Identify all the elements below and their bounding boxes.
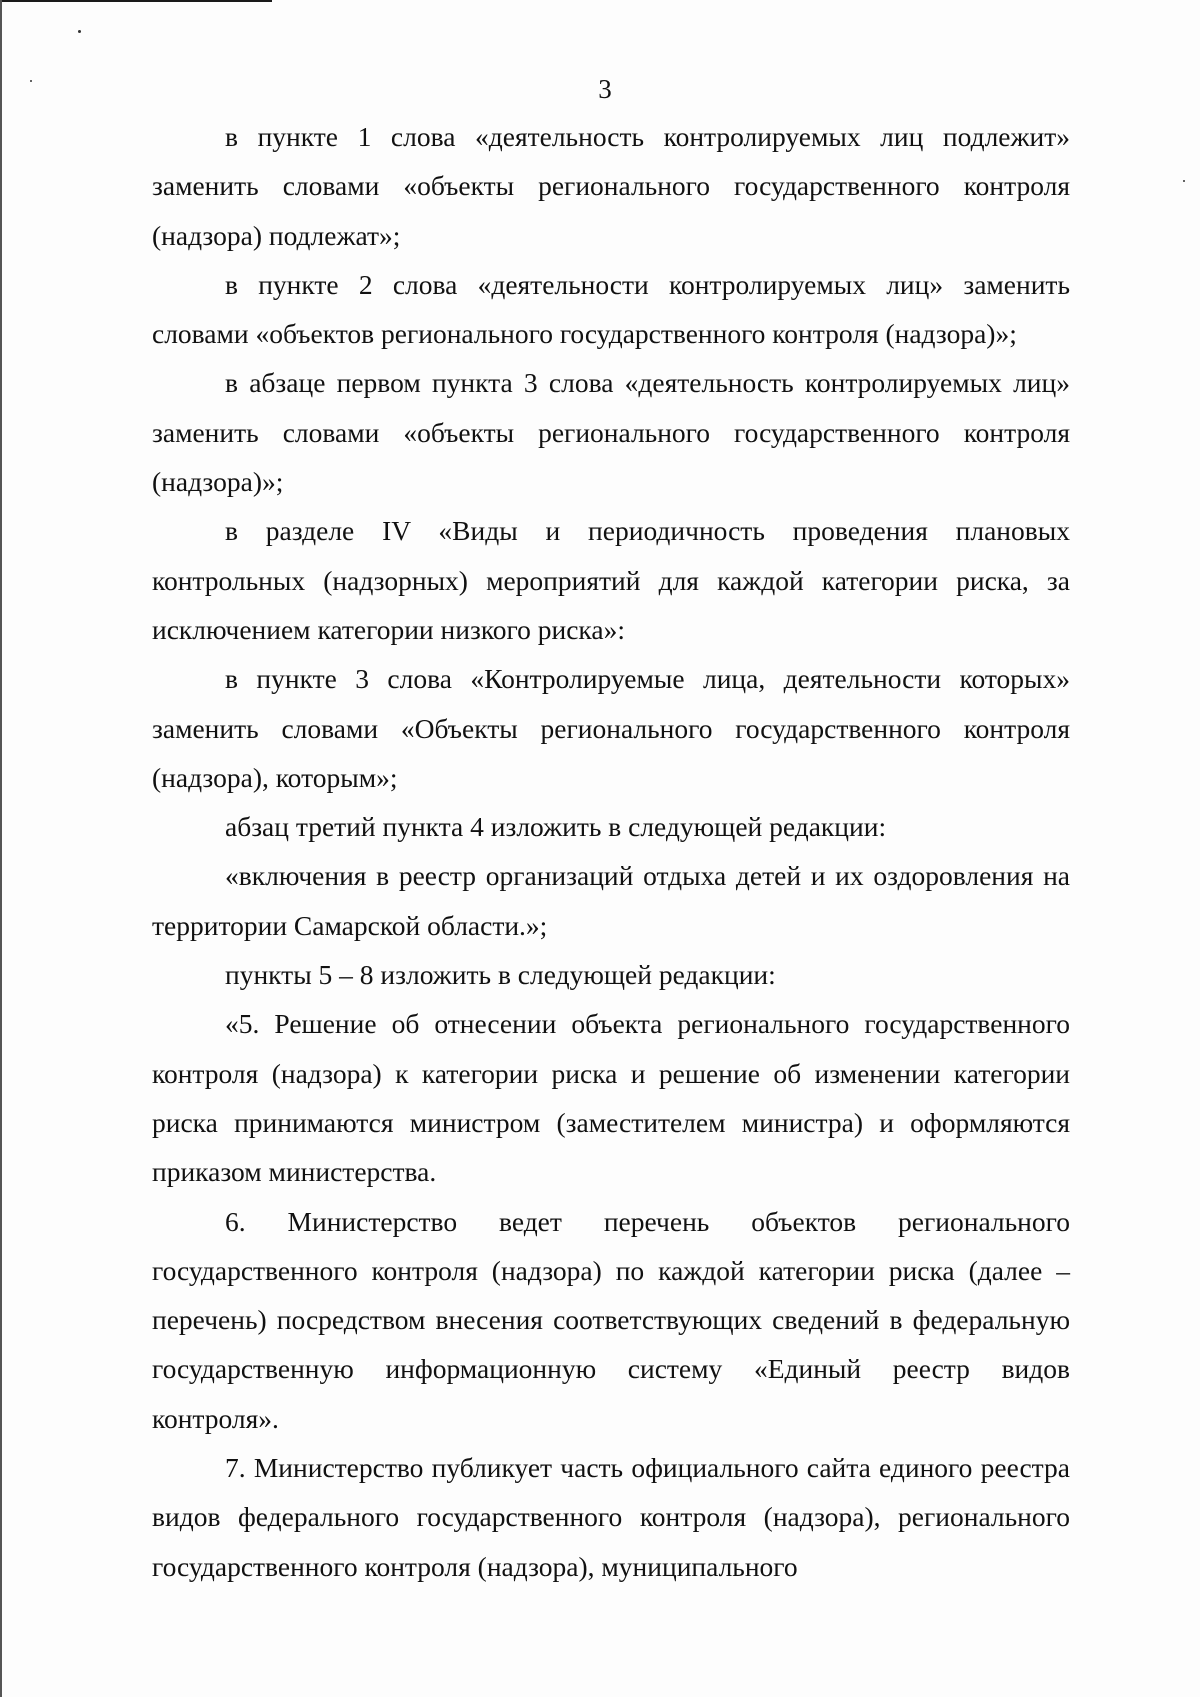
paragraph-5: в пункте 3 слова «Контролируемые лица, деятельности которых» заменить словами «Объекты регионального государственного контроля (надзора), которым»;	[152, 663, 1070, 793]
paragraph-10: 6. Министерство ведет перечень объектов регионального государственного контроля (надзора) по каждой категории риска (далее – перечень) посредством внесения соответствующих сведений в федеральную государственную информационную систему «Единый реестр видов контроля».	[152, 1205, 1070, 1434]
paragraph-9: «5. Решение об отнесении объекта регионального государственного контроля (надзора) к категории риска и решение об изменении категории риска принимаются министром (заместителем министра) и оформляются приказом министерства.	[152, 1008, 1070, 1188]
paragraph-6: абзац третий пункта 4 изложить в следующей редакции:	[225, 811, 887, 843]
paragraph-3: в абзаце первом пункта 3 слова «деятельность контролируемых лиц» заменить словами «объекты регионального государственного контроля (надзора)»;	[152, 367, 1070, 498]
document-body	[152, 112, 1070, 1591]
paragraph-11: 7. Министерство публикует часть официального сайта единого реестра видов федерального государственного контроля (надзора), регионального государственного контроля (надзора), муниципального	[152, 1452, 1070, 1582]
scan-speck	[78, 30, 81, 33]
scan-edge-left	[0, 0, 2, 1697]
paragraph-4: в разделе IV «Виды и периодичность проведения плановых контрольных (надзорных) мероприятий для каждой категории риска, за исключением категории низкого риска»:	[152, 515, 1070, 645]
paragraph-7: «включения в реестр организаций отдыха детей и их оздоровления на территории Самарской области.»;	[152, 860, 1070, 941]
paragraph-1: в пункте 1 слова «деятельность контролируемых лиц подлежит» заменить словами «объекты регионального государственного контроля (надзора) подлежат»;	[152, 121, 1070, 251]
scan-edge-top	[0, 0, 272, 2]
paragraph-2: в пункте 2 слова «деятельности контролируемых лиц» заменить словами «объектов регионального государственного контроля (надзора)»;	[152, 268, 1070, 350]
scan-speck	[1183, 180, 1185, 182]
page-number: 3	[598, 74, 612, 104]
paragraph-8: пункты 5 – 8 изложить в следующей редакции:	[225, 959, 776, 991]
